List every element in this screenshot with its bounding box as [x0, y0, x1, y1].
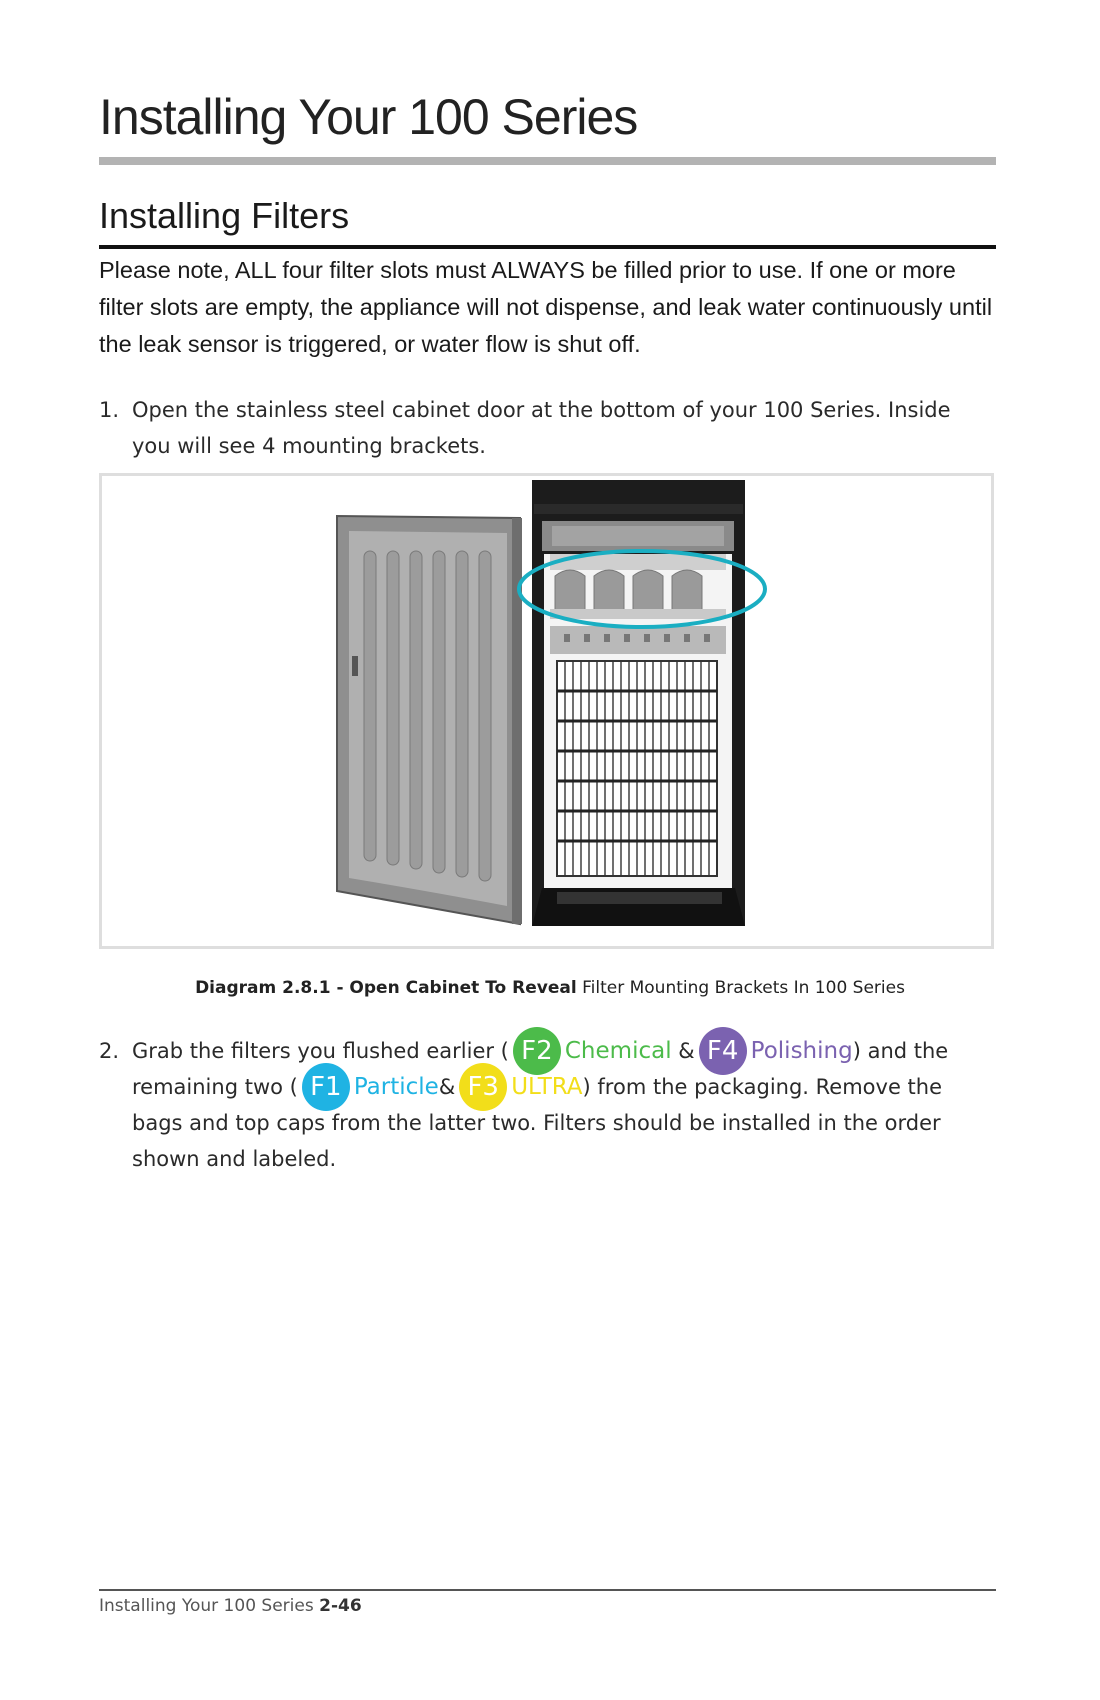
caption-rest: Filter Mounting Brackets In 100 Series	[582, 978, 905, 998]
cabinet-illustration	[102, 476, 991, 946]
f1-name: Particle	[353, 1074, 439, 1100]
step-1	[99, 392, 979, 464]
step-text-part: ) and the remaining two (	[132, 1039, 949, 1099]
f2-badge: F2	[513, 1027, 561, 1075]
step-text-part: ) from the packaging. Remove the bags and top caps from the latter two. Filters should be installed in the order shown and labeled.	[132, 1075, 943, 1171]
diagram-figure	[99, 473, 994, 949]
page-footer	[99, 1596, 362, 1616]
f3-badge: F3	[459, 1063, 507, 1111]
footer-label: Installing Your 100 Series	[99, 1596, 314, 1616]
f1-badge: F1	[302, 1063, 350, 1111]
step-text: Open the stainless steel cabinet door at the bottom of your 100 Series. Inside you will see 4 mounting brackets.	[132, 398, 951, 458]
section-title: Installing Filters	[99, 195, 350, 236]
caption-bold: Diagram 2.8.1 - Open Cabinet To Reveal	[195, 978, 577, 998]
step-number: 2.	[99, 1039, 120, 1063]
step-2	[99, 1033, 979, 1177]
cabinet-door	[337, 516, 522, 924]
diagram-caption	[0, 978, 1100, 998]
footer-divider	[99, 1589, 996, 1591]
step-text-part: Grab the filters you flushed earlier (	[132, 1039, 509, 1063]
f2-name: Chemical	[564, 1038, 672, 1064]
title-divider	[99, 157, 996, 165]
intro-paragraph: Please note, ALL four filter slots must ALWAYS be filled prior to use. If one or more filter slots are empty, the appliance will not dispense, and leak water continuously until the leak sensor is triggered, or water flow is shut off.	[99, 257, 993, 357]
f4-name: Polishing	[750, 1038, 853, 1064]
step-text-part: &	[678, 1039, 695, 1063]
f4-badge: F4	[699, 1027, 747, 1075]
page-number: 2-46	[319, 1596, 362, 1616]
f3-name: ULTRA	[511, 1074, 583, 1100]
step-number: 1.	[99, 398, 120, 422]
step-text	[132, 1033, 979, 1177]
step-text-part: &	[438, 1075, 456, 1099]
page-title: Installing Your 100 Series	[99, 89, 638, 145]
section-divider	[99, 245, 996, 249]
